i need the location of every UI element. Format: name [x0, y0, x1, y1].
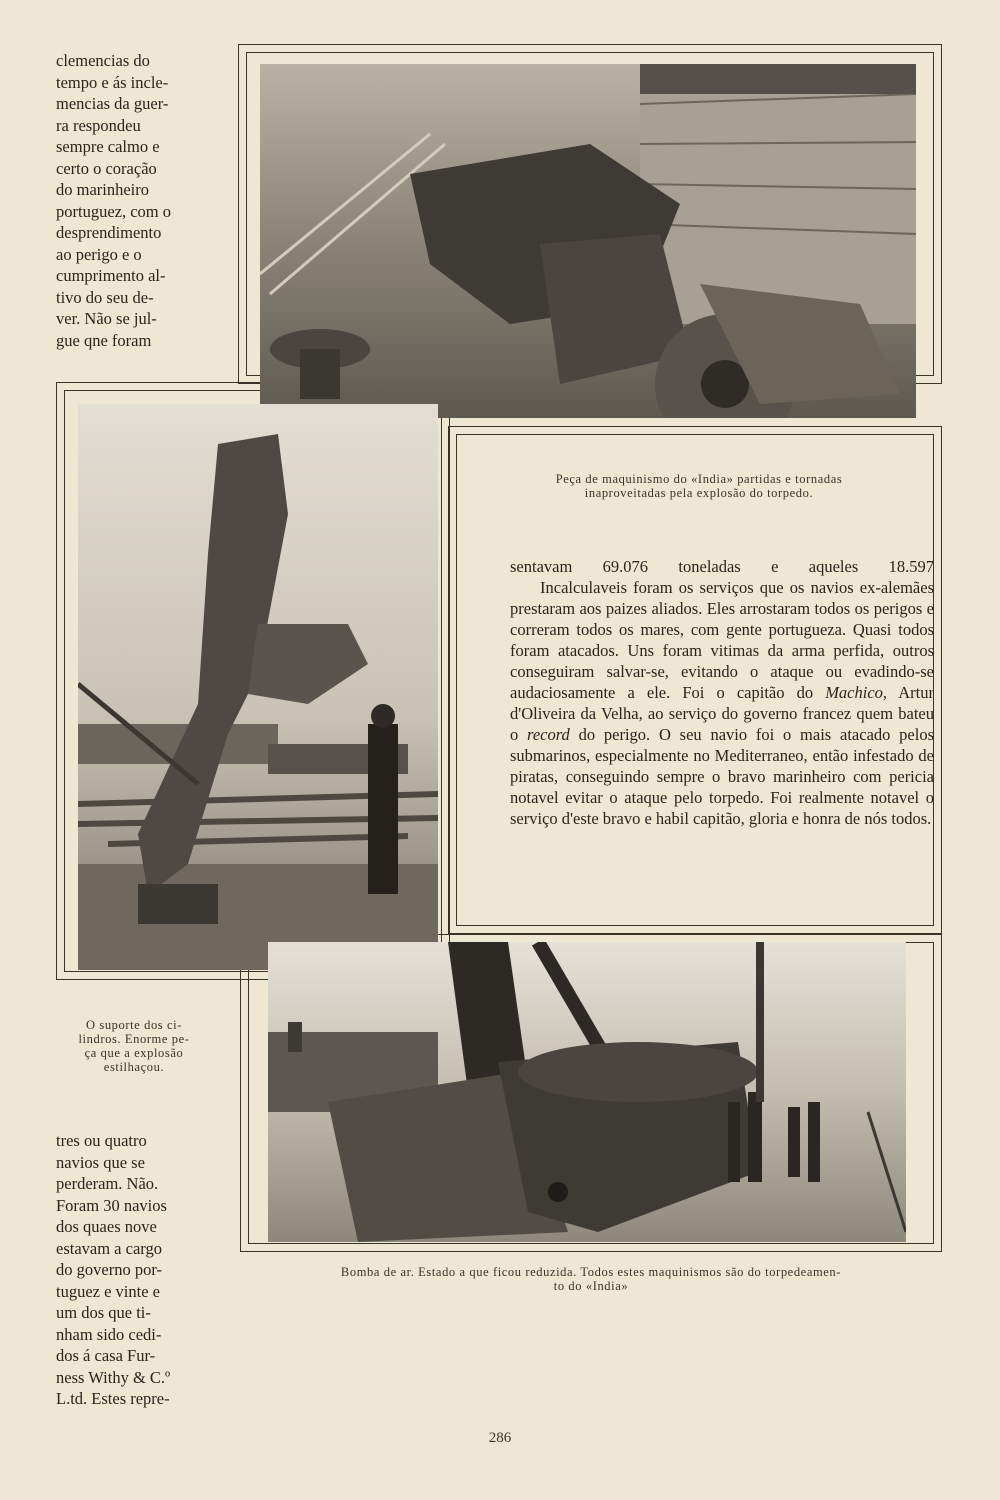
main-text-line1: sentavam 69.076 toneladas e aqueles 18.597	[510, 557, 934, 576]
caption-line: Peça de maquinismo do «India» partidas e tornadas	[555, 472, 843, 486]
column-line: nham sido cedi-	[56, 1324, 162, 1344]
caption-middle-photo	[50, 1018, 218, 1074]
column-line: do marinheiro	[56, 180, 150, 199]
column-line: dos á casa Fur-	[56, 1346, 156, 1365]
column-line: ao perigo e o	[56, 244, 142, 264]
caption-line: Bomba de ar. Estado a que ficou reduzida. Todos estes maquinismos são do torpedeamen-	[340, 1265, 842, 1279]
column-line: Foram 30 navios	[56, 1195, 167, 1215]
column-line: tres ou quatro	[56, 1131, 147, 1150]
column-line: um dos que ti-	[56, 1303, 151, 1322]
caption-line: lindros. Enorme pe-	[78, 1032, 190, 1046]
column-line: portuguez, com o	[56, 201, 172, 221]
column-line: cumprimento al-	[56, 266, 166, 285]
column-line: tempo e ás incle-	[56, 72, 169, 92]
page-number: 286	[488, 1430, 512, 1446]
record-word: record	[527, 725, 570, 744]
photo-machinery-wreckage	[260, 64, 916, 418]
caption-line: to do «India»	[553, 1279, 629, 1293]
caption-top-photo	[460, 472, 938, 500]
column-text-bottom	[56, 1130, 204, 1410]
paragraph-mid: Artur d'Oliveira da Velha, ao serviço do governo francez quem bateu o	[510, 683, 934, 744]
caption-line: estilhaçou.	[103, 1060, 165, 1074]
column-line: clemencias do	[56, 51, 150, 70]
column-line: dos quaes nove	[56, 1217, 157, 1236]
column-line: desprendimento	[56, 223, 162, 242]
photo-air-pump	[268, 942, 906, 1242]
caption-line: inaproveitadas pela explosão do torpedo.	[584, 486, 814, 500]
paragraph-start: Incalculaveis foram os serviços que os navios ex-alemães prestaram aos paizes aliados. Eles arrostaram todos os perigos e correram todos os mares, com gente portugueza. Quasi todos foram atacados. Uns foram vitimas da arma perfida, outros conseguiram salvar-se, evitando o ataque ou evadindo-se audaciosamente a ele. Foi o capitão do	[510, 578, 934, 702]
column-line: do governo por-	[56, 1260, 162, 1279]
column-line: gue qne foram	[56, 330, 152, 350]
column-line: navios que se	[56, 1152, 145, 1172]
column-line: sempre calmo e	[56, 137, 160, 156]
column-line: L.td. Estes repre-	[56, 1389, 170, 1408]
column-line: tuguez e vinte e	[56, 1281, 160, 1301]
main-text-paragraph	[510, 577, 934, 829]
column-line: mencias da guer-	[56, 94, 169, 113]
ship-name: Machico,	[825, 683, 888, 702]
column-line: certo o coração	[56, 158, 157, 178]
column-text-top	[56, 50, 203, 351]
column-line: tivo do seu de-	[56, 287, 154, 307]
caption-line: O suporte dos ci-	[86, 1018, 182, 1032]
caption-bottom-photo	[236, 1265, 946, 1293]
column-line: ness Withy & C.º	[56, 1367, 171, 1387]
main-article-text	[510, 556, 934, 829]
photo-cylinder-support	[78, 404, 438, 970]
column-line: perderam. Não.	[56, 1174, 159, 1193]
paragraph-end: do perigo. O seu navio foi o mais atacado pelos submarinos, especialmente no Mediterraneo, então infestado de piratas, conseguindo sempre o bravo marinheiro com pericia notavel evitar o ataque pelo torpedo. Foi realmente notavel o serviço d'este bravo e habil capitão, gloria e honra de nós todos.	[510, 725, 935, 828]
column-line: ver. Não se jul-	[56, 309, 157, 328]
column-line: estavam a cargo	[56, 1238, 162, 1258]
caption-line: ça que a explosão	[84, 1046, 184, 1060]
column-line: ra respondeu	[56, 115, 141, 135]
